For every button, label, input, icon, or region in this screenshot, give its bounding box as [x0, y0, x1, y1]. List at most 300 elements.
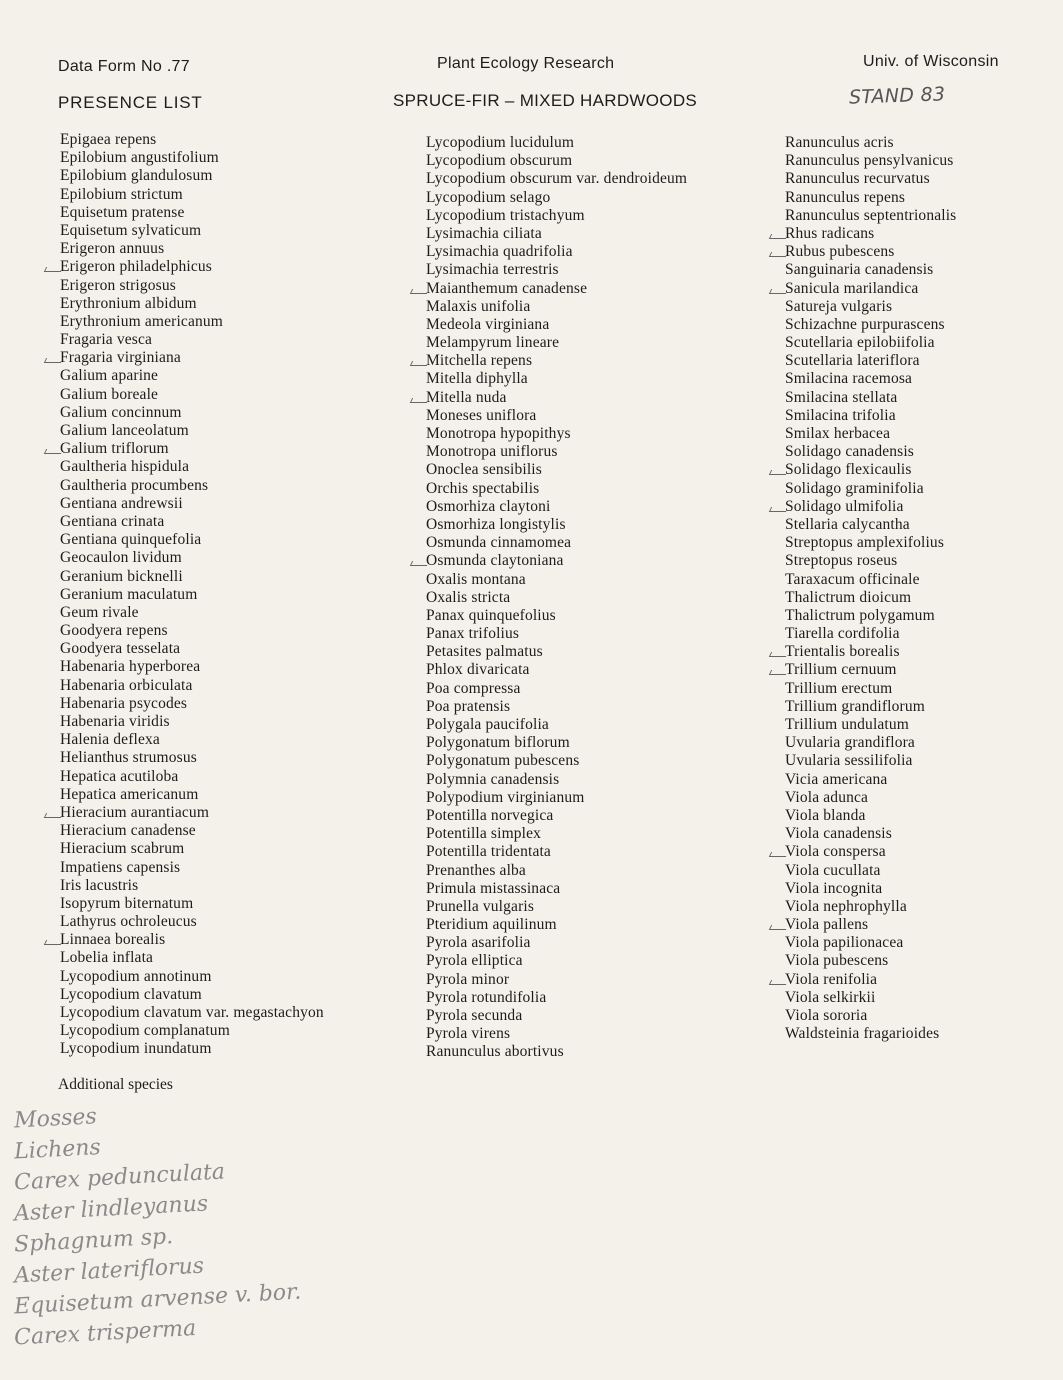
- species-item: [426, 243, 687, 261]
- species-name: Lobelia inflata: [60, 949, 154, 967]
- species-name: Hieracium aurantiacum: [60, 803, 210, 821]
- species-item: [60, 440, 324, 458]
- species-name: Gentiana quinquefolia: [60, 531, 202, 549]
- species-item: [426, 807, 687, 825]
- species-item: [60, 258, 324, 276]
- species-name: Lycopodium obscurum var. dendroideum: [426, 170, 688, 188]
- species-name: Orchis spectabilis: [426, 479, 540, 497]
- check-mark-icon: [44, 358, 63, 363]
- species-name: Viola canadensis: [785, 825, 892, 843]
- species-name: Viola blanda: [785, 806, 866, 824]
- species-name: Gaultheria hispidula: [60, 458, 190, 476]
- species-name: Oxalis stricta: [426, 588, 511, 606]
- species-name: Hieracium scabrum: [60, 840, 185, 858]
- species-name: Trillium grandiflorum: [785, 697, 925, 715]
- species-item: [60, 822, 324, 840]
- species-item: [60, 1022, 324, 1040]
- species-name: Galium concinnum: [60, 403, 182, 421]
- species-item: [60, 913, 324, 931]
- species-name: Melampyrum lineare: [426, 334, 560, 352]
- species-item: [426, 661, 687, 679]
- species-name: Smilacina trifolia: [785, 406, 896, 424]
- handwritten-species: Aster lateriflorus: [13, 1253, 205, 1289]
- species-name: Mitella diphylla: [426, 370, 528, 388]
- species-item: [785, 916, 956, 934]
- species-item: [60, 859, 324, 877]
- species-item: [785, 589, 956, 607]
- check-mark-icon: [769, 234, 788, 239]
- species-name: Streptopus roseus: [785, 552, 898, 570]
- species-name: Lycopodium lucidulum: [426, 134, 575, 151]
- species-name: Hepatica americanum: [60, 785, 199, 803]
- species-item: [785, 552, 956, 570]
- species-name: Equisetum pratense: [60, 203, 185, 221]
- species-item: [426, 716, 687, 734]
- species-item: [60, 949, 324, 967]
- species-item: [426, 680, 687, 698]
- species-item: [60, 404, 324, 422]
- species-name: Trillium erectum: [785, 679, 893, 697]
- species-name: Polygonatum pubescens: [426, 752, 580, 770]
- check-mark-icon: [410, 398, 429, 403]
- species-item: [60, 331, 324, 349]
- species-name: Halenia deflexa: [60, 731, 160, 749]
- species-item: [60, 622, 324, 640]
- check-mark-icon: [410, 361, 429, 366]
- species-item: [426, 571, 687, 589]
- species-item: [785, 225, 956, 243]
- species-item: [785, 789, 956, 807]
- species-name: Moneses uniflora: [426, 406, 537, 424]
- species-name: Poa pratensis: [426, 697, 511, 715]
- species-item: [60, 513, 324, 531]
- species-item: [426, 862, 687, 880]
- species-item: [785, 971, 956, 989]
- species-name: Malaxis unifolia: [426, 297, 531, 315]
- species-name: Lysimachia terrestris: [426, 261, 559, 279]
- check-mark-icon: [769, 852, 788, 857]
- species-item: [426, 843, 687, 861]
- species-item: [426, 534, 687, 552]
- handwritten-species: Sphagnum sp.: [13, 1224, 174, 1258]
- species-name: Geum rivale: [60, 603, 139, 621]
- species-name: Epilobium angustifolium: [60, 149, 219, 167]
- species-item: [60, 677, 324, 695]
- species-item: [785, 189, 956, 207]
- handwritten-species: Carex pedunculata: [13, 1159, 226, 1196]
- species-item: [60, 658, 324, 676]
- species-name: Panax quinquefolius: [426, 606, 556, 624]
- species-name: Ranunculus recurvatus: [785, 170, 930, 188]
- species-item: [426, 407, 687, 425]
- species-name: Pteridium aquilinum: [426, 916, 557, 934]
- species-item: [426, 280, 687, 298]
- species-item: [426, 370, 687, 388]
- species-name: Viola pallens: [785, 916, 869, 934]
- species-item: [60, 240, 324, 258]
- species-name: Lathyrus ochroleucus: [60, 913, 197, 931]
- species-item: [60, 640, 324, 658]
- species-name: Waldsteinia fragarioides: [785, 1025, 940, 1043]
- species-item: [785, 862, 956, 880]
- species-name: Monotropa hypopithys: [426, 425, 571, 442]
- species-name: Iris lacustris: [60, 876, 139, 894]
- check-mark-icon: [769, 652, 788, 657]
- species-item: [60, 877, 324, 895]
- species-name: Viola sororia: [785, 1007, 868, 1024]
- species-name: Mitchella repens: [426, 352, 533, 370]
- species-item: [60, 568, 324, 586]
- species-item: [785, 698, 956, 716]
- species-item: [426, 170, 687, 188]
- additional-species-label: Additional species: [58, 1076, 173, 1093]
- species-name: Fragaria virginiana: [60, 349, 181, 367]
- species-name: Lycopodium clavatum var. megastachyon: [60, 1004, 324, 1021]
- species-item: [426, 298, 687, 316]
- species-name: Vicia americana: [785, 770, 888, 788]
- species-item: [426, 625, 687, 643]
- species-name: Ranunculus repens: [785, 188, 906, 206]
- species-name: Erythronium albidum: [60, 294, 197, 312]
- species-item: [60, 749, 324, 767]
- species-name: Lysimachia ciliata: [426, 224, 542, 242]
- species-item: [426, 789, 687, 807]
- species-item: [60, 349, 324, 367]
- species-item: [426, 552, 687, 570]
- species-name: Pyrola elliptica: [426, 952, 523, 970]
- species-item: [785, 625, 956, 643]
- species-item: [785, 752, 956, 770]
- species-name: Viola selkirkii: [785, 988, 876, 1006]
- species-item: [785, 607, 956, 625]
- species-name: Goodyera repens: [60, 622, 168, 640]
- stand-number-handwritten: STAND 83: [848, 83, 946, 109]
- species-item: [785, 261, 956, 279]
- species-item: [785, 498, 956, 516]
- species-item: [426, 607, 687, 625]
- species-name: Smilax herbacea: [785, 425, 891, 442]
- species-item: [426, 971, 687, 989]
- species-name: Smilacina racemosa: [785, 370, 913, 388]
- species-name: Polymnia canadensis: [426, 770, 560, 788]
- species-item: [60, 804, 324, 822]
- check-mark-icon: [769, 980, 788, 985]
- species-item: [426, 316, 687, 334]
- species-item: [426, 480, 687, 498]
- species-item: [60, 931, 324, 949]
- species-item: [785, 680, 956, 698]
- species-item: [785, 298, 956, 316]
- species-item: [60, 768, 324, 786]
- species-item: [426, 771, 687, 789]
- species-item: [785, 389, 956, 407]
- species-name: Streptopus amplexifolius: [785, 534, 945, 552]
- species-item: [426, 825, 687, 843]
- species-name: Galium lanceolatum: [60, 422, 189, 439]
- species-item: [785, 316, 956, 334]
- species-name: Habenaria orbiculata: [60, 676, 193, 694]
- species-name: Sanguinaria canadensis: [785, 261, 934, 279]
- species-name: Oxalis montana: [426, 570, 526, 588]
- species-name: Scutellaria epilobiifolia: [785, 334, 935, 352]
- form-number: Data Form No .77: [58, 58, 190, 75]
- species-item: [426, 189, 687, 207]
- species-name: Tiarella cordifolia: [785, 625, 900, 643]
- species-name: Erigeron annuus: [60, 240, 165, 258]
- species-name: Potentilla tridentata: [426, 843, 551, 861]
- species-name: Satureja vulgaris: [785, 297, 893, 315]
- species-item: [785, 843, 956, 861]
- species-name: Galium boreale: [60, 385, 159, 403]
- organization-title: Plant Ecology Research: [437, 55, 615, 72]
- species-column-2: [426, 134, 687, 1062]
- species-item: [785, 207, 956, 225]
- species-item: [60, 586, 324, 604]
- check-mark-icon: [769, 470, 788, 475]
- species-item: [785, 243, 956, 261]
- species-name: Habenaria psycodes: [60, 694, 188, 712]
- species-item: [426, 989, 687, 1007]
- species-item: [426, 516, 687, 534]
- species-name: Fragaria vesca: [60, 331, 153, 349]
- species-name: Pyrola asarifolia: [426, 934, 531, 952]
- species-item: [60, 458, 324, 476]
- species-name: Uvularia grandiflora: [785, 734, 915, 752]
- check-mark-icon: [44, 813, 63, 818]
- species-name: Pyrola secunda: [426, 1007, 523, 1024]
- species-item: [785, 952, 956, 970]
- species-name: Ranunculus abortivus: [426, 1043, 564, 1061]
- species-item: [426, 207, 687, 225]
- handwritten-species: Carex trisperma: [13, 1316, 197, 1351]
- species-item: [785, 898, 956, 916]
- species-item: [785, 1007, 956, 1025]
- species-item: [785, 661, 956, 679]
- species-name: Trillium cernuum: [785, 661, 897, 679]
- species-item: [785, 461, 956, 479]
- species-name: Poa compressa: [426, 679, 521, 697]
- species-name: Helianthus strumosus: [60, 749, 197, 767]
- species-name: Osmorhiza claytoni: [426, 497, 551, 515]
- species-item: [426, 225, 687, 243]
- check-mark-icon: [769, 925, 788, 930]
- species-item: [60, 367, 324, 385]
- species-name: Geranium bicknelli: [60, 567, 183, 585]
- species-name: Viola nephrophylla: [785, 897, 907, 915]
- species-name: Viola conspersa: [785, 843, 886, 861]
- species-item: [785, 643, 956, 661]
- species-item: [785, 443, 956, 461]
- species-item: [426, 334, 687, 352]
- species-item: [426, 643, 687, 661]
- species-item: [426, 352, 687, 370]
- species-name: Phlox divaricata: [426, 661, 530, 679]
- species-item: [426, 916, 687, 934]
- species-item: [785, 134, 956, 152]
- handwritten-species: Mosses: [13, 1104, 98, 1134]
- species-name: Geocaulon lividum: [60, 549, 182, 567]
- community-type: SPRUCE-FIR – MIXED HARDWOODS: [393, 91, 698, 110]
- species-name: Epigaea repens: [60, 131, 157, 148]
- species-item: [785, 716, 956, 734]
- species-column-3: [785, 134, 956, 1043]
- species-name: Equisetum sylvaticum: [60, 221, 202, 239]
- species-item: [785, 280, 956, 298]
- species-name: Viola cucullata: [785, 861, 881, 879]
- species-name: Rhus radicans: [785, 224, 875, 242]
- species-item: [426, 461, 687, 479]
- species-name: Sanicula marilandica: [785, 279, 919, 297]
- species-name: Solidago flexicaulis: [785, 461, 912, 479]
- species-name: Trientalis borealis: [785, 643, 900, 661]
- species-name: Potentilla norvegica: [426, 806, 554, 824]
- species-name: Galium triflorum: [60, 440, 169, 458]
- species-item: [785, 989, 956, 1007]
- species-name: Solidago canadensis: [785, 443, 914, 461]
- species-name: Hieracium canadense: [60, 822, 196, 840]
- species-name: Pyrola virens: [426, 1025, 511, 1043]
- check-mark-icon: [769, 252, 788, 257]
- species-name: Lycopodium annotinum: [60, 967, 212, 985]
- species-item: [60, 295, 324, 313]
- species-name: Polypodium virginianum: [426, 788, 585, 806]
- species-name: Lycopodium complanatum: [60, 1022, 230, 1040]
- species-name: Ranunculus acris: [785, 134, 894, 151]
- species-name: Thalictrum polygamum: [785, 606, 935, 624]
- species-item: [785, 516, 956, 534]
- species-item: [426, 934, 687, 952]
- check-mark-icon: [769, 670, 788, 675]
- species-item: [785, 170, 956, 188]
- species-item: [426, 698, 687, 716]
- species-name: Erythronium americanum: [60, 312, 223, 330]
- additional-species-handwritten: [13, 1098, 302, 1351]
- species-item: [785, 807, 956, 825]
- check-mark-icon: [44, 267, 63, 272]
- species-item: [785, 734, 956, 752]
- species-item: [60, 477, 324, 495]
- species-name: Ranunculus septentrionalis: [785, 206, 957, 224]
- species-item: [60, 167, 324, 185]
- species-name: Maianthemum canadense: [426, 279, 588, 297]
- species-item: [60, 695, 324, 713]
- species-name: Potentilla simplex: [426, 825, 542, 843]
- species-name: Schizachne purpurascens: [785, 315, 945, 333]
- species-name: Gentiana crinata: [60, 512, 165, 530]
- species-item: [785, 571, 956, 589]
- check-mark-icon: [44, 449, 63, 454]
- species-name: Viola incognita: [785, 879, 883, 897]
- species-column-1: [60, 131, 324, 1059]
- species-name: Erigeron strigosus: [60, 276, 176, 294]
- species-name: Monotropa uniflorus: [426, 443, 558, 461]
- check-mark-icon: [410, 289, 429, 294]
- species-name: Prenanthes alba: [426, 861, 526, 879]
- species-name: Uvularia sessilifolia: [785, 752, 913, 770]
- species-item: [785, 425, 956, 443]
- species-item: [60, 549, 324, 567]
- species-item: [426, 1025, 687, 1043]
- species-name: Rubus pubescens: [785, 243, 895, 261]
- species-item: [426, 589, 687, 607]
- species-name: Impatiens capensis: [60, 858, 181, 876]
- species-name: Viola pubescens: [785, 952, 889, 970]
- species-item: [426, 443, 687, 461]
- species-item: [785, 370, 956, 388]
- species-item: [785, 825, 956, 843]
- species-item: [785, 534, 956, 552]
- species-item: [60, 1004, 324, 1022]
- species-item: [426, 425, 687, 443]
- species-name: Pyrola minor: [426, 970, 510, 988]
- species-item: [426, 752, 687, 770]
- species-item: [426, 1043, 687, 1061]
- species-name: Prunella vulgaris: [426, 897, 535, 915]
- species-name: Lycopodium selago: [426, 188, 551, 206]
- species-item: [60, 131, 324, 149]
- species-name: Lycopodium tristachyum: [426, 206, 585, 224]
- species-item: [785, 352, 956, 370]
- species-name: Polygonatum biflorum: [426, 734, 570, 752]
- species-item: [426, 134, 687, 152]
- species-name: Petasites palmatus: [426, 643, 543, 661]
- species-name: Lycopodium inundatum: [60, 1040, 212, 1058]
- species-item: [60, 222, 324, 240]
- species-item: [426, 880, 687, 898]
- species-name: Primula mistassinaca: [426, 879, 561, 897]
- species-item: [60, 313, 324, 331]
- species-item: [60, 968, 324, 986]
- species-name: Gaultheria procumbens: [60, 476, 209, 494]
- handwritten-species: Lichens: [13, 1135, 102, 1165]
- species-item: [785, 1025, 956, 1043]
- species-name: Epilobium glandulosum: [60, 167, 213, 185]
- species-item: [60, 204, 324, 222]
- species-name: Viola papilionacea: [785, 934, 904, 952]
- species-name: Osmunda claytoniana: [426, 552, 564, 570]
- species-name: Trillium undulatum: [785, 716, 909, 733]
- species-name: Lycopodium obscurum: [426, 152, 573, 170]
- species-name: Solidago graminifolia: [785, 479, 924, 497]
- species-name: Ranunculus pensylvanicus: [785, 152, 954, 170]
- check-mark-icon: [44, 940, 63, 945]
- species-name: Taraxacum officinale: [785, 570, 920, 588]
- species-item: [426, 1007, 687, 1025]
- species-item: [60, 895, 324, 913]
- species-name: Medeola virginiana: [426, 315, 550, 333]
- species-name: Osmunda cinnamomea: [426, 534, 572, 552]
- species-name: Thalictrum dioicum: [785, 588, 912, 606]
- species-item: [426, 152, 687, 170]
- university-name: Univ. of Wisconsin: [863, 53, 999, 70]
- species-name: Linnaea borealis: [60, 931, 166, 949]
- species-item: [60, 495, 324, 513]
- species-item: [60, 731, 324, 749]
- species-name: Viola renifolia: [785, 970, 878, 988]
- species-item: [785, 407, 956, 425]
- species-name: Gentiana andrewsii: [60, 494, 183, 512]
- species-item: [60, 840, 324, 858]
- species-name: Erigeron philadelphicus: [60, 258, 212, 276]
- species-name: Scutellaria lateriflora: [785, 352, 920, 370]
- species-item: [785, 771, 956, 789]
- species-item: [60, 422, 324, 440]
- species-item: [426, 498, 687, 516]
- species-item: [785, 480, 956, 498]
- species-item: [426, 389, 687, 407]
- species-item: [60, 386, 324, 404]
- species-item: [60, 531, 324, 549]
